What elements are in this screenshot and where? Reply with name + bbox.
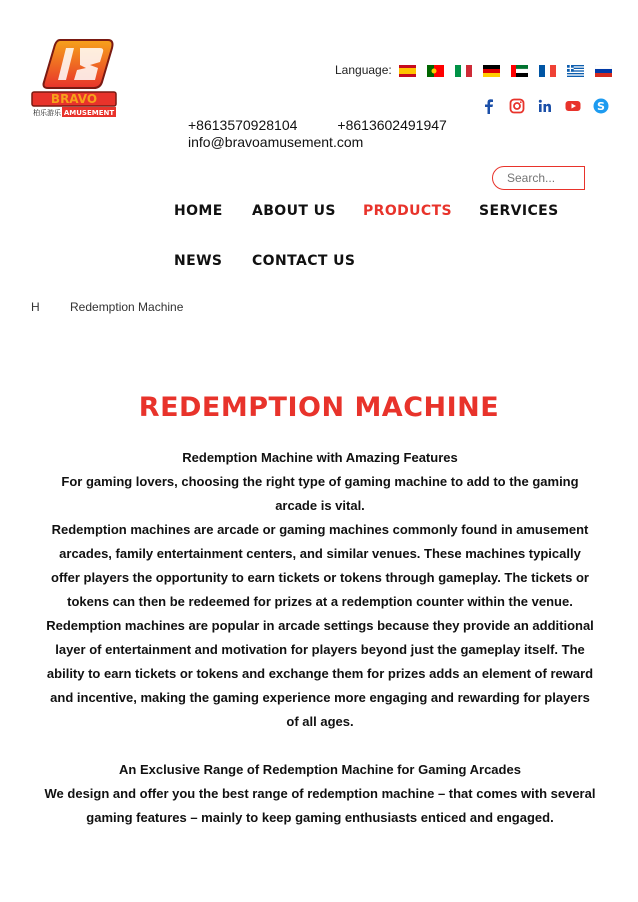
range-paragraph: We design and offer you the best range of redemption machine – that comes with several gaming features – mainly to keep gaming enthusiasts enticed and engaged. (44, 786, 596, 825)
nav-contact-us[interactable]: CONTACT US (252, 253, 356, 269)
linkedin-icon[interactable] (536, 97, 554, 115)
phone-numbers (188, 117, 447, 133)
phone-1[interactable]: +8613570928104 (188, 117, 298, 133)
spain-flag-icon[interactable] (399, 65, 416, 77)
email-link[interactable]: info@bravoamusement.com (188, 134, 364, 150)
logo-wordmark: BRAVO (50, 92, 98, 106)
uae-flag-icon[interactable] (511, 65, 528, 77)
description-paragraph: Redemption machines are arcade or gaming machines commonly found in amusement arcades, family entertainment centers, and similar venues. These machines typically offer players the opportunity to earn tickets or tokens through gameplay. The tickets or tokens can then be redeemed for prizes at a redemption counter within the venue. Redemption machines are popular in arcade settings because they provide an additional layer of entertainment and motivation for players beyond just the gameplay itself. The ability to earn tickets or tokens and exchange them for prizes adds an element of reward and incentive, making the gaming experience more engaging and rewarding for players of all ages. (46, 522, 594, 729)
instagram-icon[interactable] (508, 97, 526, 115)
svg-text:S: S (597, 100, 605, 113)
bravo-logo[interactable] (30, 38, 118, 120)
content-block-2 (44, 758, 596, 830)
breadcrumb-home[interactable]: H (31, 300, 40, 314)
section-heading-range: An Exclusive Range of Redemption Machine for Gaming Arcades (119, 762, 521, 777)
portugal-flag-icon[interactable] (427, 65, 444, 77)
france-flag-icon[interactable] (539, 65, 556, 77)
logo-en-text: AMUSEMENT (63, 109, 115, 117)
facebook-icon[interactable] (480, 97, 498, 115)
section-heading-features: Redemption Machine with Amazing Features (182, 450, 458, 465)
language-label: Language: (335, 63, 392, 77)
germany-flag-icon[interactable] (483, 65, 500, 77)
breadcrumb-current: Redemption Machine (70, 300, 184, 314)
language-flags (399, 65, 612, 77)
nav-services[interactable]: SERVICES (479, 203, 559, 219)
nav-products[interactable]: PRODUCTS (363, 203, 453, 219)
content-block-1 (44, 446, 596, 734)
italy-flag-icon[interactable] (455, 65, 472, 77)
nav-about-us[interactable]: ABOUT US (252, 203, 336, 219)
nav-home[interactable]: HOME (174, 203, 223, 219)
social-links (480, 97, 610, 115)
phone-2[interactable]: +8613602491947 (337, 117, 447, 133)
page-title: REDEMPTION MACHINE (138, 392, 500, 423)
russia-flag-icon[interactable] (595, 65, 612, 77)
logo-cn-text: 柏乐游乐 (33, 109, 61, 117)
intro-paragraph: For gaming lovers, choosing the right type of gaming machine to add to the gaming arcade is vital. (61, 474, 579, 513)
nav-news[interactable]: NEWS (174, 253, 223, 269)
search-input[interactable] (492, 166, 585, 190)
skype-icon[interactable] (592, 97, 610, 115)
greece-flag-icon[interactable] (567, 65, 584, 77)
youtube-icon[interactable] (564, 97, 582, 115)
